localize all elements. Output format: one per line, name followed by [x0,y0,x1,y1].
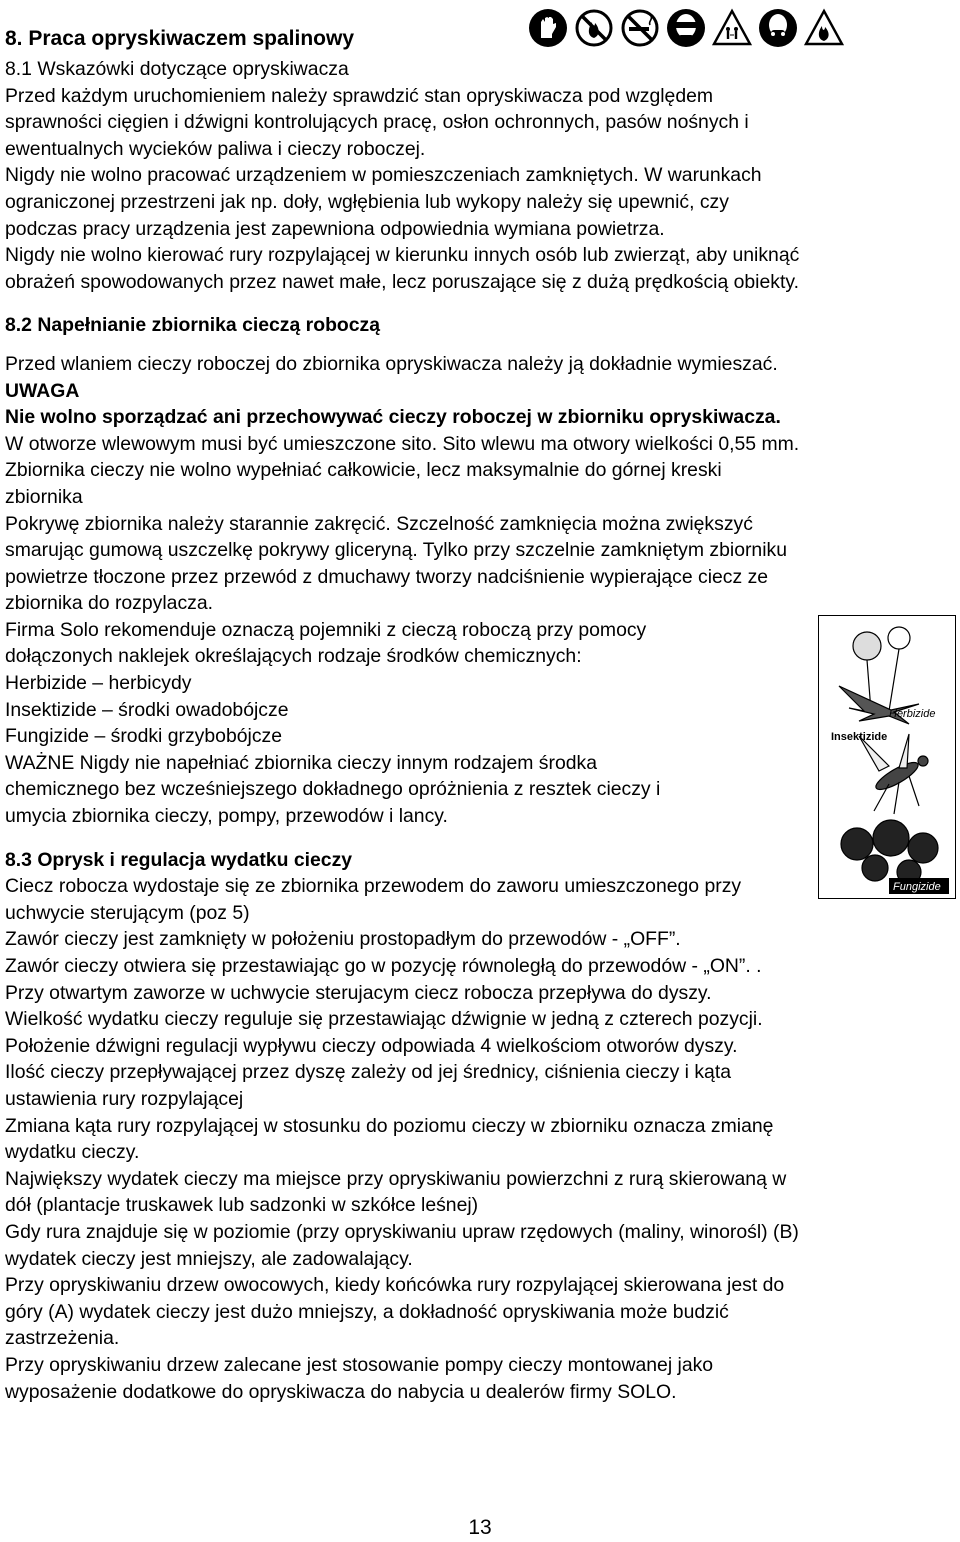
paragraph-line: Pokrywę zbiornika należy starannie zakręcić. Szczelność zamknięcia można zwiększyć [5,512,753,535]
paragraph-line: Ilość cieczy przepływającej przez dyszę zależy od jej średnicy, ciśnienia cieczy i kąta [5,1061,732,1084]
paragraph-line: zbiornika do rozpylacza. [5,592,214,615]
paragraph-line: obrażeń spowodowanych przez nawet małe, lecz poruszające się z dużą prędkością obiekty. [5,270,800,293]
paragraph-line: góry (A) wydatek cieczy jest dużo mniejszy, a dokładność opryskiwania może budzić [5,1300,729,1323]
paragraph-line: wyposażenie dodatkowe do opryskiwacza do nabycia u dealerów firmy SOLO. [5,1380,677,1403]
paragraph-line: Fungizide – środki grzybobójcze [5,725,282,748]
warning-text: Nie wolno sporządzać ani przechowywać cieczy roboczej w zbiorniku opryskiwacza. [5,406,781,429]
paragraph-line: umycia zbiornika cieczy, pompy, przewodów i lancy. [5,805,448,828]
paragraph-line: Herbizide – herbicydy [5,672,192,695]
fungus-icon [841,820,938,884]
paragraph-line: wydatek cieczy jest mniejszy, ale zadowalający. [5,1247,413,1270]
paragraph-line: Firma Solo rekomenduje oznaczą pojemniki z cieczą roboczą przy pomocy [5,618,647,641]
paragraph-line: smarując gumową uszczelkę pokrywy gliceryną. Tylko przy szczelnie zamkniętym zbiorniku [5,539,788,562]
uwaga-label: UWAGA [5,379,80,402]
paragraph-line: chemicznego bez wcześniejszego dokładnego opróżnienia z resztek cieczy i [5,778,661,801]
paragraph-line: Nigdy nie wolno kierować rury rozpylającej w kierunku innych osób lub zwierząt, aby uniknąć [5,244,800,267]
page-heading: 8. Praca opryskiwaczem spalinowy [5,27,355,50]
paragraph-line: Położenie dźwigni regulacji wypływu cieczy odpowiada 4 wielkościom otworów dyszy. [5,1034,738,1057]
paragraph-line: Przed każdym uruchomieniem należy sprawdzić stan opryskiwacza pod względem [5,84,714,107]
paragraph-line: Zbiornika cieczy nie wolno wypełniać całkowicie, lecz maksymalnie do górnej kreski [5,459,722,482]
chemical-labels-figure [818,615,956,899]
paragraph-line: powietrze tłoczone przez przewód z dmuchawy tworzy nadciśnienie wypierające ciecz ze [5,565,769,588]
paragraph-line: wydatku cieczy. [5,1141,140,1164]
section-8-3-title: 8.3 Oprysk i regulacja wydatku cieczy [5,848,353,871]
paragraph-line: ustawienia rury rozpylającej [5,1087,244,1110]
insect-icon [859,734,928,814]
paragraph-line: podczas pracy urządzenia jest zapewniona odpowiednia wymiana powietrza. [5,217,665,240]
paragraph-line: Zmiana kąta rury rozpylającej w stosunku do poziomu cieczy w zbiorniku oznacza zmianę [5,1114,774,1137]
paragraph-line: Zawór cieczy otwiera się przestawiając go w pozycję równoległą do przewodów - „ON”. . [5,955,762,977]
paragraph-line: ewentualnych wycieków paliwa i cieczy roboczej. [5,137,426,160]
paragraph-line: Przy opryskiwaniu drzew owocowych, kiedy końcówka rury rozpylającej skierowana jest do [5,1274,785,1297]
paragraph-line: Zawór cieczy jest zamknięty w położeniu prostopadłym do przewodów - „OFF”. [5,928,681,951]
fungizide-label: Fungizide [893,881,941,893]
chemical-labels-illustration [819,616,955,898]
herbizide-label: Herbizide [889,708,936,720]
paragraph-line: W otworze wlewowym musi być umieszczone sito. Sito wlewu ma otwory wielkości 0,55 mm. [5,432,800,455]
paragraph-line: Gdy rura znajduje się w poziomie (przy opryskiwaniu upraw rzędowych (maliny, winorośl) (B) [5,1220,799,1243]
paragraph-line: Wielkość wydatku cieczy reguluje się przestawiając dźwignie w jedną z czterech pozycji. [5,1008,763,1031]
paragraph-line: dół (plantacje truskawek lub sadzonki w szkółce leśnej) [5,1194,479,1217]
section-8-1-title: 8.1 Wskazówki dotyczące opryskiwacza [5,58,349,80]
section-8-2-title: 8.2 Napełnianie zbiornika cieczą roboczą [5,314,381,337]
paragraph-line: zastrzeżenia. [5,1327,120,1350]
paragraph-line: Ciecz robocza wydostaje się ze zbiornika przewodem do zaworu umieszczonego przy [5,875,742,898]
paragraph-line: Insektizide – środki owadobójcze [5,698,289,721]
paragraph-line: WAŻNE Nigdy nie napełniać zbiornika cieczy innym rodzajem środka [5,751,598,774]
paragraph-line: sprawności cięgien i dźwigni kontrolujących pracę, osłon ochronnych, pasów nośnych i [5,111,749,134]
paragraph-line: Przed wlaniem cieczy roboczej do zbiornika opryskiwacza należy ją dokładnie wymieszać. [5,352,778,375]
paragraph-line: uchwycie sterującym (poz 5) [5,901,250,924]
paragraph-line: Nigdy nie wolno pracować urządzeniem w pomieszczeniach zamkniętych. W warunkach [5,164,762,187]
paragraph-line: zbiornika [5,485,83,508]
insektizide-label: Insektizide [831,731,888,743]
document-body [5,22,955,1405]
paragraph-line: dołączonych naklejek określających rodzaje środków chemicznych: [5,645,582,668]
paragraph-line: Największy wydatek cieczy ma miejsce przy opryskiwaniu powierzchni z rurą skierowaną w [5,1167,787,1190]
paragraph-line: ograniczonej przestrzeni jak np. doły, wgłębienia lub wykopy należy się upewnić, czy [5,190,729,213]
page-number: 13 [468,1516,492,1539]
paragraph-line: Przy opryskiwaniu drzew zalecane jest stosowanie pompy cieczy montowanej jako [5,1353,714,1376]
paragraph-line: Przy otwartym zaworze w uchwycie sterujacym ciecz robocza przepływa do dyszy. [5,981,712,1004]
